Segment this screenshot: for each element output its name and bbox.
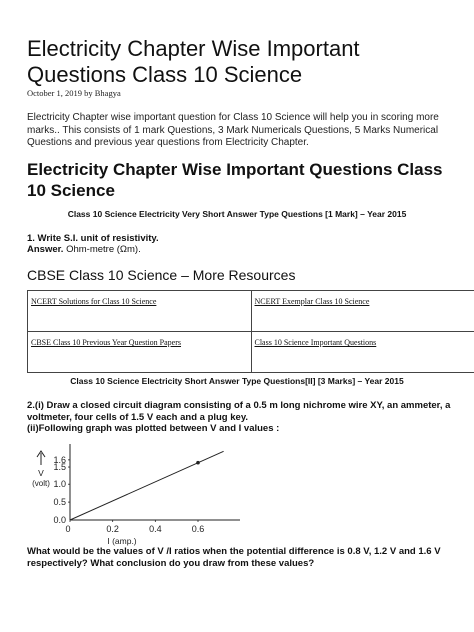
- y-axis-unit: (volt): [32, 479, 50, 488]
- section-title-3mark: Class 10 Science Electricity Short Answer Type Questions[II] [3 Marks] – Year 2015: [70, 376, 404, 386]
- data-point: [196, 461, 200, 465]
- resource-cell: [251, 332, 474, 373]
- series-line: [70, 451, 224, 520]
- resource-cell: [28, 291, 252, 332]
- link-previous-year-papers[interactable]: CBSE Class 10 Previous Year Question Papers: [31, 338, 182, 347]
- link-ncert-solutions[interactable]: NCERT Solutions for Class 10 Science: [31, 297, 157, 306]
- y-tick-label: 1.0: [53, 479, 66, 490]
- x-tick-label: 0.2: [106, 524, 119, 534]
- resource-cell: [251, 291, 474, 332]
- question-2: [27, 400, 467, 435]
- link-ncert-exemplar[interactable]: NCERT Exemplar Class 10 Science: [254, 297, 370, 306]
- question-2-part-ii: (ii)Following graph was plotted between V and I values :: [27, 423, 280, 434]
- y-tick-label: 0.5: [53, 497, 66, 508]
- intro-paragraph: Electricity Chapter wise important question for Class 10 Science will help you in scoring more marks.. This consists of 1 mark Questions, 3 Mark Numericals Questions, 5 Marks Numerical Questions and previous year questions from Electricity Chapter.: [27, 112, 439, 148]
- y-tick-label: 0.0: [53, 515, 66, 525]
- x-tick-label: 0: [65, 524, 71, 534]
- x-tick-label: 0.6: [191, 524, 205, 534]
- main-heading: Electricity Chapter Wise Important Questions Class 10 Science: [27, 160, 443, 200]
- answer-text: Ohm-metre (Ωm).: [63, 244, 141, 255]
- page-title: Electricity Chapter Wise Important Questions Class 10 Science: [27, 36, 360, 87]
- resource-cell: [28, 332, 252, 373]
- answer-label: Answer.: [27, 244, 64, 255]
- resources-table: [27, 290, 474, 373]
- link-important-questions[interactable]: Class 10 Science Important Questions: [254, 338, 377, 347]
- question-1: 1. Write S.I. unit of resistivity.: [27, 233, 159, 244]
- y-tick-label: 1.5: [53, 462, 66, 473]
- question-2-prompt: What would be the values of V /I ratios when the potential difference is 0.8 V, 1.2 V and 1.6 V respectively? What conclusion do you draw from these values?: [27, 546, 441, 569]
- x-tick-label: 0.4: [149, 524, 162, 534]
- answer-1: [27, 244, 141, 255]
- question-2-part-i: 2.(i) Draw a closed circuit diagram consisting of a 0.5 m long nichrome wire XY, an ammeter, a voltmeter, four cells of 1.5 V each and a plug key.: [27, 400, 451, 423]
- vi-graph: [0, 440, 260, 550]
- byline: October 1, 2019 by Bhagya: [27, 88, 121, 98]
- resources-heading: CBSE Class 10 Science – More Resources: [27, 267, 296, 283]
- x-axis-label: I (amp.): [107, 536, 137, 546]
- y-axis-label: V: [38, 468, 44, 478]
- y-tick-label: 1.6: [53, 454, 66, 465]
- section-title-1mark: Class 10 Science Electricity Very Short Answer Type Questions [1 Mark] – Year 2015: [67, 209, 407, 219]
